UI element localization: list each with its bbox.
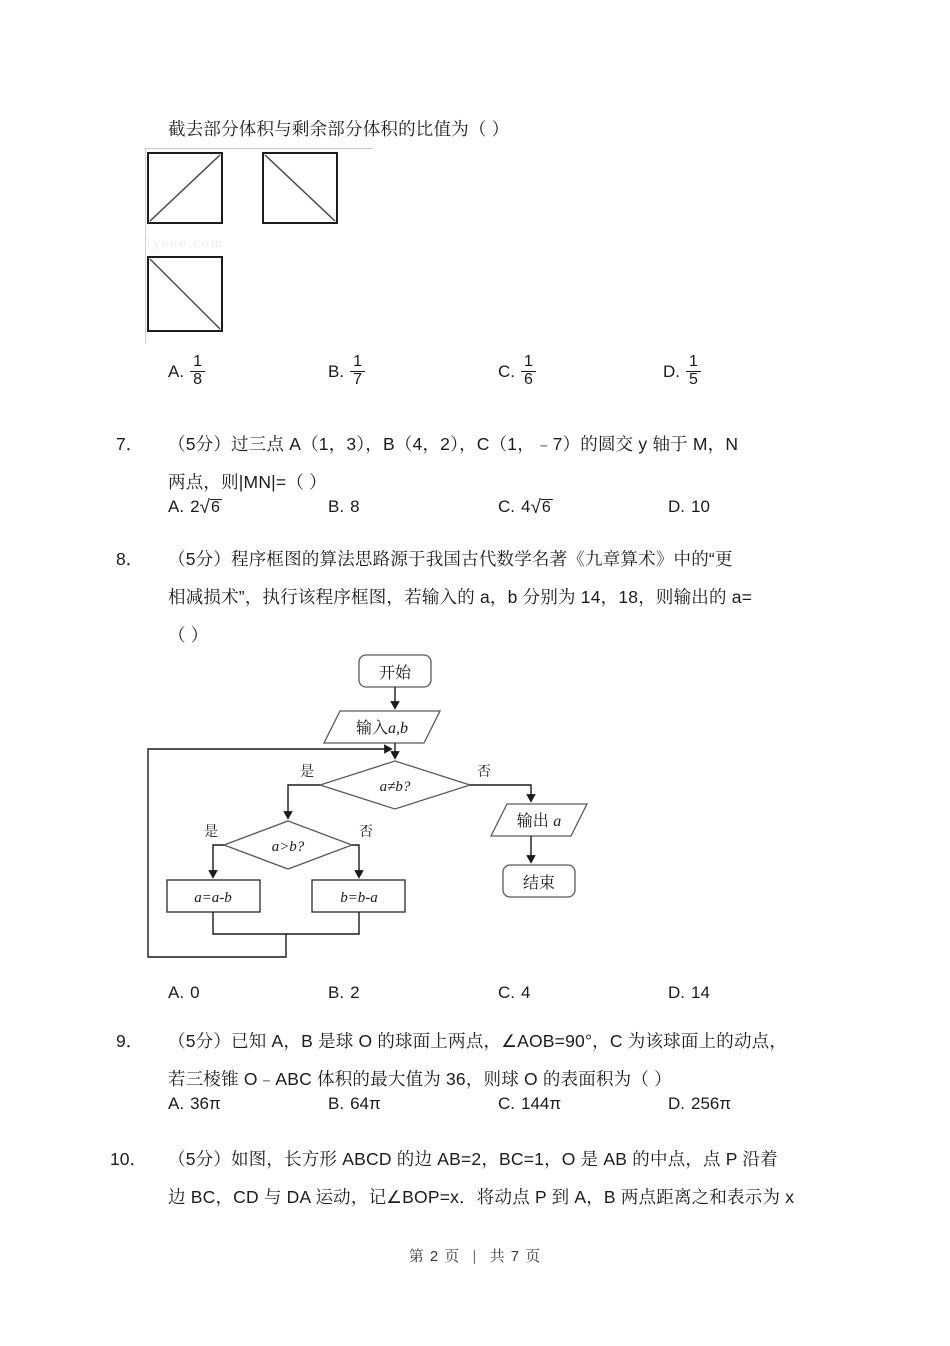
- question6-options: [168, 353, 868, 402]
- q9-option-b-label: B.: [328, 1094, 345, 1113]
- q7-option-a-radicand: 6: [210, 499, 220, 516]
- question8-line1: （5分）程序框图的算法思路源于我国古代数学名著《九章算术》中的“更: [168, 549, 733, 569]
- option-c-fraction: [521, 354, 536, 389]
- q7-option-a-label: A.: [168, 497, 185, 516]
- option-d-fraction: [686, 354, 701, 389]
- option-c-numerator: 1: [524, 353, 533, 370]
- question9-number: 9．: [116, 1031, 144, 1051]
- option-b-fraction: [350, 354, 365, 389]
- flow-process-left-label: a=a-b: [194, 890, 232, 906]
- flow-start-label: 开始: [378, 665, 412, 682]
- option-a-fraction: [190, 354, 205, 389]
- q8-option-c-value: 4: [521, 983, 531, 1002]
- figure-top-rule: [145, 148, 373, 149]
- question7-options: [168, 497, 868, 537]
- question8-line3: （ ）: [168, 625, 209, 645]
- flow-output-label: 输出 a: [516, 813, 562, 830]
- q9-option-a-value: 36π: [190, 1094, 221, 1113]
- q9-option-c-label: C.: [498, 1094, 515, 1113]
- q8-option-b-label: B.: [328, 983, 345, 1002]
- flow-input-label: 输入a,b: [355, 720, 409, 737]
- radical-sign: √: [199, 497, 210, 518]
- option-b[interactable]: [328, 353, 365, 397]
- q9-option-b-value: 64π: [350, 1094, 381, 1113]
- option-a-denominator: 8: [190, 371, 205, 389]
- q8-option-d[interactable]: [668, 983, 710, 1003]
- q9-option-a[interactable]: [168, 1094, 221, 1114]
- question7-line2: 两点，则|MN|=（ ）: [168, 472, 327, 492]
- square-diagonal-1: [147, 152, 223, 224]
- option-a-label: A.: [168, 362, 185, 381]
- q9-option-d-label: D.: [668, 1094, 685, 1113]
- footer-current-page: 第 2 页: [408, 1248, 461, 1265]
- question8-number: 8．: [116, 549, 144, 569]
- option-b-denominator: 7: [350, 371, 365, 389]
- q9-option-b[interactable]: [328, 1094, 381, 1114]
- footer-total-pages: 共 7 页: [489, 1248, 542, 1265]
- option-d-label: D.: [663, 362, 680, 381]
- question9-line2: 若三棱锥 O﹣ABC 体积的最大值为 36，则球 O 的表面积为（ ）: [168, 1069, 672, 1089]
- square-diagonal-3: [147, 256, 223, 332]
- option-d[interactable]: [663, 353, 701, 397]
- flow-decision1-no-label: 否: [477, 763, 491, 779]
- option-c-denominator: 6: [521, 371, 536, 389]
- q9-option-d[interactable]: [668, 1094, 731, 1114]
- q7-option-c[interactable]: [498, 497, 553, 517]
- flow-decision1-yes-label: 是: [300, 763, 314, 779]
- flow-decision2-yes-label: 是: [204, 823, 218, 839]
- option-b-numerator: 1: [353, 353, 362, 370]
- q8-option-c-label: C.: [498, 983, 515, 1002]
- question9-line1: （5分）已知 A，B 是球 O 的球面上两点，∠AOB=90°，C 为该球面上的动点，: [168, 1031, 788, 1051]
- q8-option-b-value: 2: [350, 983, 360, 1002]
- q7-option-b-value: 8: [350, 497, 360, 516]
- question8-options: [168, 983, 868, 1023]
- q9-option-d-value: 256π: [691, 1094, 732, 1113]
- question10-line2: 边 BC，CD 与 DA 运动，记∠BOP=x．将动点 P 到 A，B 两点距离之和表示为 x: [168, 1187, 795, 1207]
- q7-option-d-label: D.: [668, 497, 685, 516]
- q8-option-a[interactable]: [168, 983, 200, 1003]
- flow-decision1-label: a≠b?: [379, 779, 411, 795]
- q7-option-b[interactable]: [328, 497, 360, 517]
- q8-option-d-label: D.: [668, 983, 685, 1002]
- q9-option-a-label: A.: [168, 1094, 185, 1113]
- option-c[interactable]: [498, 353, 536, 397]
- flow-process-right-label: b=b-a: [340, 890, 378, 906]
- q7-option-c-radical: [530, 497, 552, 516]
- option-a[interactable]: [168, 353, 205, 397]
- question10-line1: （5分）如图，长方形 ABCD 的边 AB=2，BC=1，O 是 AB 的中点，点 P 沿着: [168, 1149, 778, 1169]
- q7-option-c-coefficient: 4: [521, 497, 531, 516]
- question8-line2: 相减损术”，执行该程序框图，若输入的 a，b 分别为 14，18，则输出的 a=: [168, 587, 753, 607]
- question6-stem: 截去部分体积与剩余部分体积的比值为（ ）: [168, 119, 510, 139]
- q8-option-c[interactable]: [498, 983, 530, 1003]
- q7-option-a-coefficient: 2: [190, 497, 200, 516]
- page-footer: [0, 1245, 950, 1266]
- option-a-numerator: 1: [193, 353, 202, 370]
- question10-number: 10．: [110, 1149, 147, 1169]
- question7-number: 7．: [116, 434, 144, 454]
- option-b-label: B.: [328, 362, 345, 381]
- q8-option-a-label: A.: [168, 983, 185, 1002]
- figure-left-rule: [145, 148, 146, 344]
- question6-figure-group: [145, 148, 415, 344]
- q9-option-c[interactable]: [498, 1094, 561, 1114]
- watermark-text: lyeoo.com: [147, 236, 224, 251]
- q7-option-d-value: 10: [691, 497, 710, 516]
- square-diagonal-2: [262, 152, 338, 224]
- q9-option-c-value: 144π: [521, 1094, 562, 1113]
- question9-options: [168, 1094, 868, 1134]
- q8-option-a-value: 0: [190, 983, 200, 1002]
- q7-option-a-radical: [200, 497, 222, 516]
- option-d-numerator: 1: [689, 353, 698, 370]
- option-c-label: C.: [498, 362, 515, 381]
- radical-sign: √: [530, 497, 541, 518]
- flow-decision2-no-label: 否: [359, 823, 373, 839]
- q8-option-b[interactable]: [328, 983, 360, 1003]
- q7-option-b-label: B.: [328, 497, 345, 516]
- flow-decision2-label: a>b?: [271, 839, 305, 855]
- q7-option-c-label: C.: [498, 497, 515, 516]
- option-d-denominator: 5: [686, 371, 701, 389]
- flow-end-label: 结束: [522, 875, 556, 892]
- q7-option-c-radicand: 6: [541, 499, 551, 516]
- q7-option-d[interactable]: [668, 497, 710, 517]
- question8-flowchart: [140, 645, 600, 970]
- q8-option-d-value: 14: [691, 983, 710, 1002]
- footer-separator: |: [472, 1248, 478, 1265]
- question7-line1: （5分）过三点 A（1，3），B（4，2），C（1，﹣7）的圆交 y 轴于 M，N: [168, 434, 739, 454]
- q7-option-a[interactable]: [168, 497, 222, 517]
